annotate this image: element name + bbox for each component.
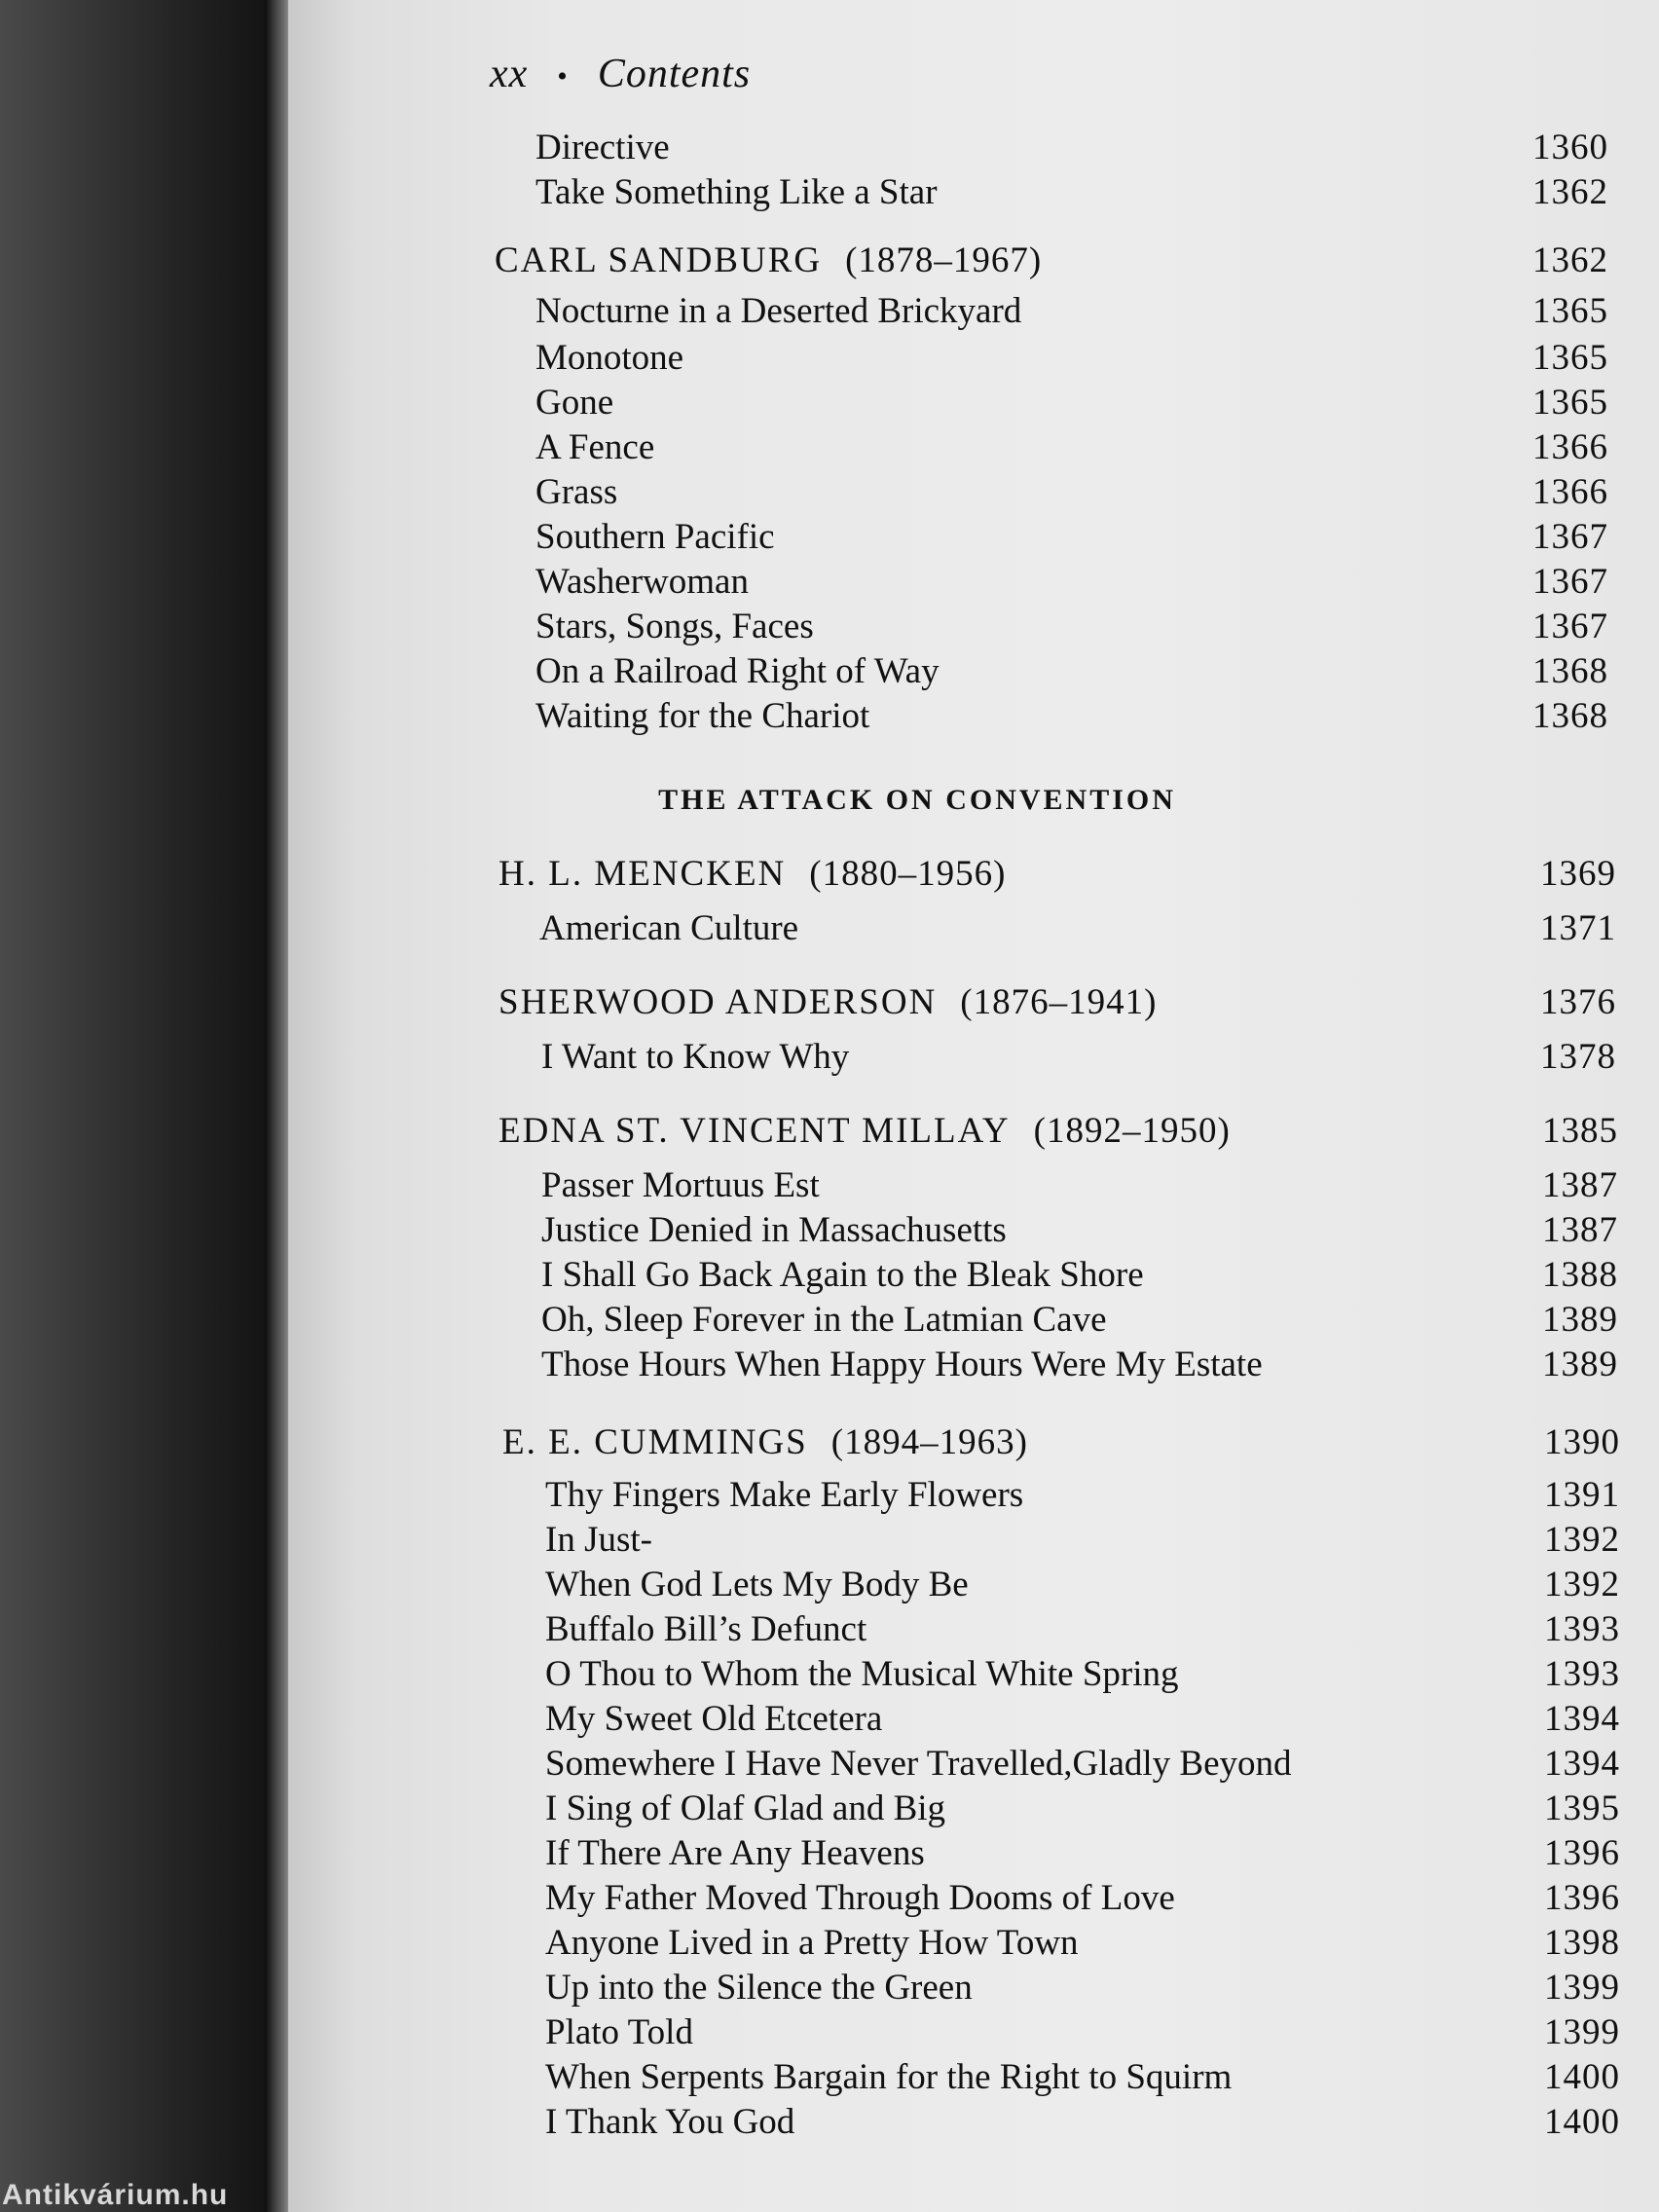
running-header (490, 51, 751, 97)
page-ref: 1366 (1532, 427, 1608, 467)
page-ref: 1392 (1544, 1565, 1620, 1604)
author-row (0, 1110, 1659, 1153)
poem-title-text: My Sweet Old Etcetera (545, 1699, 883, 1739)
toc-row (0, 1967, 1659, 2009)
toc-row (0, 1922, 1659, 1965)
poem-title (535, 471, 617, 514)
page-ref: 1393 (1544, 1654, 1620, 1694)
toc-row (0, 1254, 1659, 1297)
poem-title (539, 907, 798, 950)
author-name-text: E. E. CUMMINGS (502, 1422, 808, 1462)
poem-title-text: Grass (535, 472, 618, 512)
page-number: xx (490, 52, 529, 96)
poem-title-text: My Father Moved Through Dooms of Love (545, 1878, 1175, 1918)
page-ref: 1369 (1540, 854, 1616, 894)
toc-row (0, 2101, 1659, 2144)
page-ref: 1368 (1532, 696, 1608, 736)
poem-title-text: Plato Told (545, 2012, 693, 2052)
poem-title-text: Southern Pacific (535, 517, 775, 557)
toc-row (0, 1474, 1659, 1517)
poem-title-text: Oh, Sleep Forever in the Latmian Cave (541, 1300, 1107, 1340)
page-ref: 1378 (1540, 1037, 1616, 1077)
page-ref: 1399 (1544, 2012, 1620, 2052)
toc-row (0, 695, 1659, 738)
toc-row (0, 471, 1659, 514)
poem-title (545, 1474, 1023, 1517)
poem-title-text: I Shall Go Back Again to the Bleak Shore (541, 1255, 1144, 1295)
page-ref: 1362 (1532, 240, 1608, 280)
poem-title-text: Passer Mortuus Est (541, 1165, 820, 1205)
poem-title (541, 1164, 820, 1207)
poem-title-text: I Sing of Olaf Glad and Big (545, 1788, 946, 1828)
toc-row (0, 1788, 1659, 1830)
author-name-text: CARL SANDBURG (495, 240, 823, 280)
poem-title-text: Stars, Songs, Faces (535, 607, 814, 646)
author-dates: (1880–1956) (809, 854, 1007, 894)
poem-title (545, 1922, 1079, 1965)
poem-title-text: I Thank You God (545, 2102, 795, 2142)
poem-title (545, 1967, 973, 2009)
poem-title (545, 1743, 1292, 1786)
page-ref: 1368 (1532, 651, 1608, 691)
toc-row (0, 171, 1659, 214)
page-ref: 1387 (1542, 1165, 1618, 1205)
page-ref: 1391 (1544, 1475, 1620, 1515)
poem-title-text: I Want to Know Why (541, 1037, 850, 1077)
poem-title-text: On a Railroad Right of Way (535, 651, 940, 691)
page-ref: 1393 (1544, 1609, 1620, 1649)
toc-row (0, 1743, 1659, 1786)
toc-row (0, 1564, 1659, 1606)
poem-title-text: Nocturne in a Deserted Brickyard (535, 291, 1022, 331)
toc-row (0, 1653, 1659, 1696)
page-ref: 1394 (1544, 1699, 1620, 1739)
poem-title (541, 1254, 1144, 1297)
author-row (0, 240, 1659, 282)
poem-title-text: American Culture (539, 908, 799, 948)
poem-title-text: A Fence (535, 427, 655, 467)
toc-row (0, 1698, 1659, 1741)
toc-row (0, 1608, 1659, 1651)
toc-row (0, 127, 1659, 169)
toc-row (0, 1877, 1659, 1920)
page-ref: 1385 (1542, 1111, 1618, 1151)
section-heading (0, 779, 1659, 822)
watermark-text: Antikvárium.hu (2, 2179, 229, 2211)
author-name-text: H. L. MENCKEN (498, 854, 787, 894)
page-ref: 1371 (1540, 908, 1616, 948)
author-dates: (1894–1963) (830, 1422, 1028, 1462)
poem-title (535, 382, 613, 424)
poem-title-text: Buffalo Bill’s Defunct (545, 1609, 867, 1649)
header-separator: • (557, 60, 569, 93)
toc-row (0, 382, 1659, 424)
page-ref: 1360 (1532, 128, 1608, 167)
page-ref: 1398 (1544, 1923, 1620, 1963)
author-name-text: EDNA ST. VINCENT MILLAY (498, 1111, 1011, 1151)
page-ref: 1392 (1544, 1520, 1620, 1560)
poem-title (545, 1564, 969, 1606)
toc-row (0, 561, 1659, 604)
poem-title-text: Take Something Like a Star (535, 172, 938, 212)
toc-row (0, 337, 1659, 380)
poem-title-text: Thy Fingers Make Early Flowers (545, 1475, 1024, 1515)
page-ref: 1365 (1532, 291, 1608, 331)
toc-row (0, 907, 1659, 950)
poem-title-text: Anyone Lived in a Pretty How Town (545, 1923, 1079, 1963)
poem-title-text: If There Are Any Heavens (545, 1833, 925, 1873)
page-ref: 1394 (1544, 1744, 1620, 1784)
poem-title-text: When God Lets My Body Be (545, 1565, 969, 1604)
poem-title-text: When Serpents Bargain for the Right to Squirm (545, 2057, 1233, 2097)
poem-title (535, 171, 938, 214)
page-ref: 1376 (1540, 982, 1616, 1022)
toc-row (0, 1036, 1659, 1079)
poem-title-text: Washerwoman (535, 562, 749, 602)
poem-title (541, 1036, 849, 1079)
page-ref: 1387 (1542, 1210, 1618, 1250)
page-ref: 1400 (1544, 2102, 1620, 2142)
page-ref: 1367 (1532, 517, 1608, 557)
poem-title (541, 1344, 1263, 1386)
poem-title-text: Gone (535, 383, 614, 423)
author-name (495, 240, 1042, 282)
toc-row (0, 606, 1659, 648)
poem-title (535, 650, 940, 693)
page-ref: 1365 (1532, 338, 1608, 378)
author-name-text: SHERWOOD ANDERSON (498, 982, 938, 1022)
page-ref: 1366 (1532, 472, 1608, 512)
page-ref: 1389 (1542, 1345, 1618, 1384)
section-title: THE ATTACK ON CONVENTION (658, 784, 1176, 816)
poem-title (545, 1519, 652, 1562)
toc-row (0, 426, 1659, 469)
page-ref: 1396 (1544, 1833, 1620, 1873)
author-name (498, 853, 1006, 896)
page-ref: 1390 (1544, 1422, 1620, 1462)
toc-row (0, 1209, 1659, 1252)
author-dates: (1876–1941) (960, 982, 1158, 1022)
author-row (0, 981, 1659, 1024)
poem-title (545, 1877, 1175, 1920)
poem-title-text: Directive (535, 128, 670, 167)
poem-title (545, 2056, 1232, 2099)
poem-title (545, 1698, 882, 1741)
page-ref: 1367 (1532, 562, 1608, 602)
poem-title (535, 426, 654, 469)
poem-title-text: Up into the Silence the Green (545, 1968, 973, 2008)
toc-row (0, 1299, 1659, 1342)
author-dates: (1892–1950) (1033, 1111, 1231, 1151)
poem-title-text: Those Hours When Happy Hours Were My Estate (541, 1345, 1263, 1384)
author-dates: (1878–1967) (845, 240, 1043, 280)
toc-row (0, 2011, 1659, 2054)
author-name (502, 1421, 1028, 1464)
poem-title (541, 1299, 1107, 1342)
header-title: Contents (597, 52, 752, 96)
page-ref: 1388 (1542, 1255, 1618, 1295)
author-name (498, 1110, 1231, 1153)
poem-title (535, 127, 670, 169)
author-row (0, 853, 1659, 896)
poem-title-text: Justice Denied in Massachusetts (541, 1210, 1007, 1250)
poem-title (535, 561, 749, 604)
author-row (0, 1421, 1659, 1464)
poem-title (541, 1209, 1007, 1252)
poem-title-text: In Just- (545, 1520, 652, 1560)
poem-title (535, 337, 683, 380)
poem-title (545, 2101, 794, 2144)
toc-row (0, 1344, 1659, 1386)
poem-title (545, 1608, 866, 1651)
page-ref: 1399 (1544, 1968, 1620, 2008)
poem-title (545, 1653, 1179, 1696)
poem-title-text: Somewhere I Have Never Travelled,Gladly Beyond (545, 1744, 1292, 1784)
toc-row (0, 516, 1659, 559)
poem-title (535, 290, 1021, 333)
page-ref: 1365 (1532, 383, 1608, 423)
poem-title-text: Monotone (535, 338, 684, 378)
toc-row (0, 1832, 1659, 1875)
poem-title (535, 516, 775, 559)
page-ref: 1400 (1544, 2057, 1620, 2097)
poem-title-text: Waiting for the Chariot (535, 696, 870, 736)
poem-title (545, 1832, 925, 1875)
poem-title (545, 2011, 693, 2054)
page-ref: 1396 (1544, 1878, 1620, 1918)
author-name (498, 981, 1157, 1024)
toc-row (0, 650, 1659, 693)
poem-title (545, 1788, 945, 1830)
toc-row (0, 1519, 1659, 1562)
poem-title (535, 606, 814, 648)
toc-row (0, 2056, 1659, 2099)
page-ref: 1362 (1532, 172, 1608, 212)
page-ref: 1367 (1532, 607, 1608, 646)
page-ref: 1395 (1544, 1788, 1620, 1828)
toc-row (0, 1164, 1659, 1207)
toc-row (0, 290, 1659, 333)
poem-title (535, 695, 869, 738)
page-ref: 1389 (1542, 1300, 1618, 1340)
poem-title-text: O Thou to Whom the Musical White Spring (545, 1654, 1179, 1694)
